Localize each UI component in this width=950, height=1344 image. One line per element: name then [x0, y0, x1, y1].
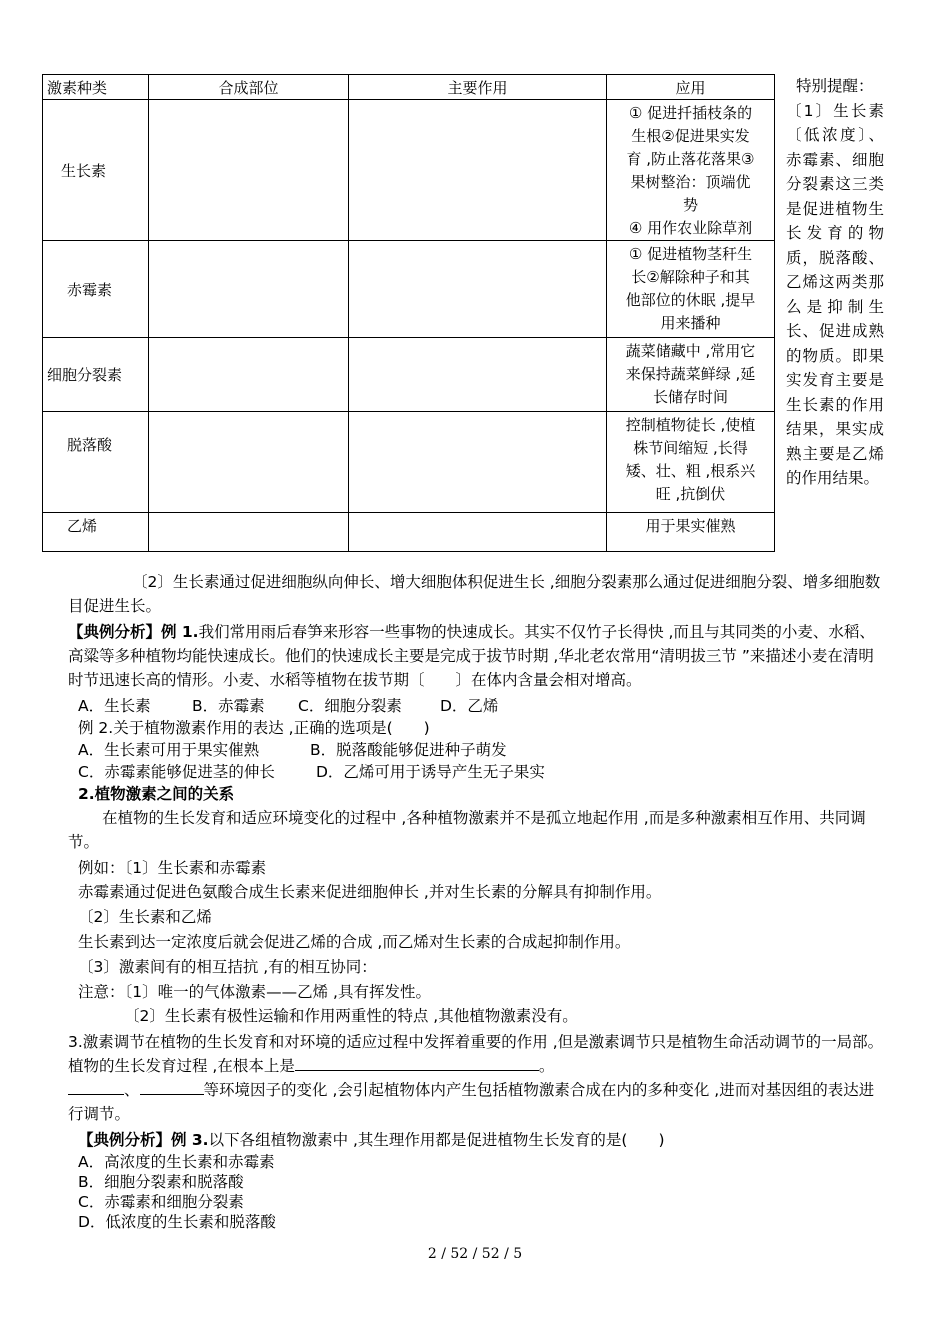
option-c: C．赤霉素能够促进茎的伸长 [78, 763, 275, 781]
table-row [43, 412, 775, 513]
hormone-table [42, 74, 775, 552]
table-row [43, 338, 775, 412]
application-cell [607, 241, 775, 338]
option-b: B．脱落酸能够促进种子萌发 [310, 741, 507, 759]
example-1-options [68, 694, 896, 718]
note-2: 〔2〕生长素有极性运输和作用两重性的特点 ,其他植物激素没有。 [124, 1007, 578, 1025]
example-3 [68, 1128, 896, 1152]
function-cell [349, 338, 607, 412]
section-3-text-b: 、 [124, 1081, 140, 1099]
row-name: 脱落酸 [43, 412, 149, 513]
row-name: 赤霉素 [43, 241, 149, 338]
app-line: 控制植物徒长 ,使植 [625, 416, 756, 434]
section-3-paragraph: 3.激素调节在植物的生长发育和对环境的适应过程中发挥着重要的作用 ,但是激素调节只是植物生命活动调节的一局部。植物的生长发育过程 ,在根本上是 。 、 等环境因子的变化 ,会引起植物体内产生包括植物激素合成在内的多种变化 ,进而对基因组的表达进行调节。 [68, 1033, 884, 1123]
row-name: 乙烯 [43, 513, 149, 552]
example-3-label: 【典例分析】例 3. [78, 1131, 209, 1149]
app-line: ① 促进扦插枝条的 [628, 104, 753, 122]
answer-blank-2[interactable] [68, 1078, 124, 1095]
example-1-label: 【典例分析】例 1. [68, 623, 199, 641]
example-1 [68, 620, 886, 692]
application-cell [607, 338, 775, 412]
app-line: 势 [682, 196, 698, 214]
example-1-text: 我们常用雨后春笋来形容一些事物的快速成长。其实不仅竹子长得快 ,而且与其同类的小麦、水稻、高粱等多种植物均能快速成长。他们的快速成长主要是完成于拔节时期 ,华北老农常用“清明拔三节 ”来描述小麦在清明时节迅速长高的情形。小麦、水稻等植物在拔节期〔 〕在体内含量会相对增高。 [68, 623, 875, 689]
example-2-question: 例 2.关于植物激素作用的表达 ,正确的选项是( ) [78, 719, 430, 737]
app-line: 长②解除种子和其 [631, 268, 750, 286]
option-b: B．赤霉素 [192, 697, 265, 715]
application-cell [607, 513, 775, 552]
example-2-row-2 [68, 760, 896, 784]
option-a: A．生长素 [78, 697, 151, 715]
table-row [43, 513, 775, 552]
relation-3-title: 〔3〕激素间有的相互拮抗 ,有的相互协同： [78, 958, 377, 976]
section-3-text-a: 3.激素调节在植物的生长发育和对环境的适应过程中发挥着重要的作用 ,但是激素调节只是植物生命活动调节的一局部。植物的生长发育过程 ,在根本上是 [68, 1033, 884, 1075]
app-line: ④ 用作农业除草剂 [628, 219, 753, 237]
example-3-option-a: A．高浓度的生长素和赤霉素 [78, 1153, 275, 1171]
application-cell [607, 100, 775, 241]
option-c: C．细胞分裂素 [298, 697, 402, 715]
example-3-option-d: D．低浓度的生长素和脱落酸 [78, 1213, 276, 1231]
app-line: 生根②促进果实发 [631, 127, 750, 145]
note-body: 〔1〕生长素〔低浓度〕、赤霉素、细胞分裂素这三类是促进植物生长发育的物质，脱落酸、乙烯这两类那么是抑制生长、促进成熟的物质。即果实发育主要是生长素的作用结果，果实成熟主要是乙烯的作用结果。 [786, 101, 884, 487]
example-3-option-b: B．细胞分裂素和脱落酸 [78, 1173, 244, 1191]
example-3-option-c: C．赤霉素和细胞分裂素 [78, 1193, 244, 1211]
relation-2-text: 生长素到达一定浓度后就会促进乙烯的合成 ,而乙烯对生长素的合成起抑制作用。 [78, 933, 631, 951]
app-line: 用来播种 [660, 314, 721, 332]
section-2-paragraph: 在植物的生长发育和适应环境变化的过程中 ,各种植物激素并不是孤立地起作用 ,而是多种激素相互作用、共同调节。 [68, 809, 866, 851]
app-line: 他部位的休眠 ,提早 [625, 291, 756, 309]
synthesis-cell [149, 241, 349, 338]
app-line: 用于果实催熟 [645, 517, 736, 535]
row-name: 生长素 [43, 100, 149, 241]
table-row [43, 100, 775, 241]
header-hormone-type: 激素种类 [43, 75, 149, 100]
special-reminder-note [786, 74, 884, 491]
app-line: 蔬菜储藏中 ,常用它 [625, 342, 756, 360]
app-line: 来保持蔬菜鲜绿 ,延 [625, 365, 756, 383]
synthesis-cell [149, 513, 349, 552]
header-synthesis-site: 合成部位 [149, 75, 349, 100]
app-line: 长储存时间 [652, 388, 728, 406]
example-3-text: 以下各组植物激素中 ,其生理作用都是促进植物生长发育的是( ) [208, 1131, 665, 1149]
app-line: 育 ,防止落花落果③ [626, 150, 755, 168]
note-title: 特别提醒： [796, 77, 874, 95]
paragraph-growth-mechanism: 〔2〕生长素通过促进细胞纵向伸长、增大细胞体积促进生长 ,细胞分裂素那么通过促进细胞分裂、增多细胞数目促进生长。 [68, 573, 881, 615]
app-line: 矮、壮、粗 ,根系兴 [625, 462, 756, 480]
table-header-row [43, 75, 775, 100]
relation-1-text: 赤霉素通过促进色氨酸合成生长素来促进细胞伸长 ,并对生长素的分解具有抑制作用。 [78, 883, 662, 901]
answer-blank-3[interactable] [140, 1078, 204, 1095]
synthesis-cell [149, 100, 349, 241]
row-name: 细胞分裂素 [43, 338, 149, 412]
function-cell [349, 241, 607, 338]
app-line: 旺 ,抗倒伏 [655, 485, 726, 503]
relation-1-title: 例如：〔1〕生长素和赤霉素 [78, 859, 267, 877]
option-d: D．乙烯 [440, 697, 499, 715]
app-line: ① 促进植物茎秆生 [628, 245, 753, 263]
function-cell [349, 513, 607, 552]
header-main-function: 主要作用 [349, 75, 607, 100]
note-1: 注意：〔1〕唯一的气体激素——乙烯 ,具有挥发性。 [78, 983, 431, 1001]
option-d: D．乙烯可用于诱导产生无子果实 [316, 763, 545, 781]
app-line: 果树整治：顶端优 [630, 173, 751, 191]
application-cell [607, 412, 775, 513]
option-a: A．生长素可用于果实催熟 [78, 741, 260, 759]
answer-blank-1[interactable] [295, 1054, 539, 1071]
table-row [43, 241, 775, 338]
header-application: 应用 [607, 75, 775, 100]
relation-2-title: 〔2〕生长素和乙烯 [78, 908, 212, 926]
function-cell [349, 412, 607, 513]
page-number: 2 / 52 / 52 / 5 [427, 1246, 523, 1262]
function-cell [349, 100, 607, 241]
synthesis-cell [149, 412, 349, 513]
section-2-title: 2.植物激素之间的关系 [78, 785, 235, 803]
example-2-row-1 [68, 738, 896, 762]
synthesis-cell [149, 338, 349, 412]
app-line: 株节间缩短 ,长得 [633, 439, 748, 457]
section-3-text-c: 等环境因子的变化 ,会引起植物体内产生包括植物激素合成在内的多种变化 ,进而对基因组的表达进行调节。 [68, 1081, 875, 1123]
